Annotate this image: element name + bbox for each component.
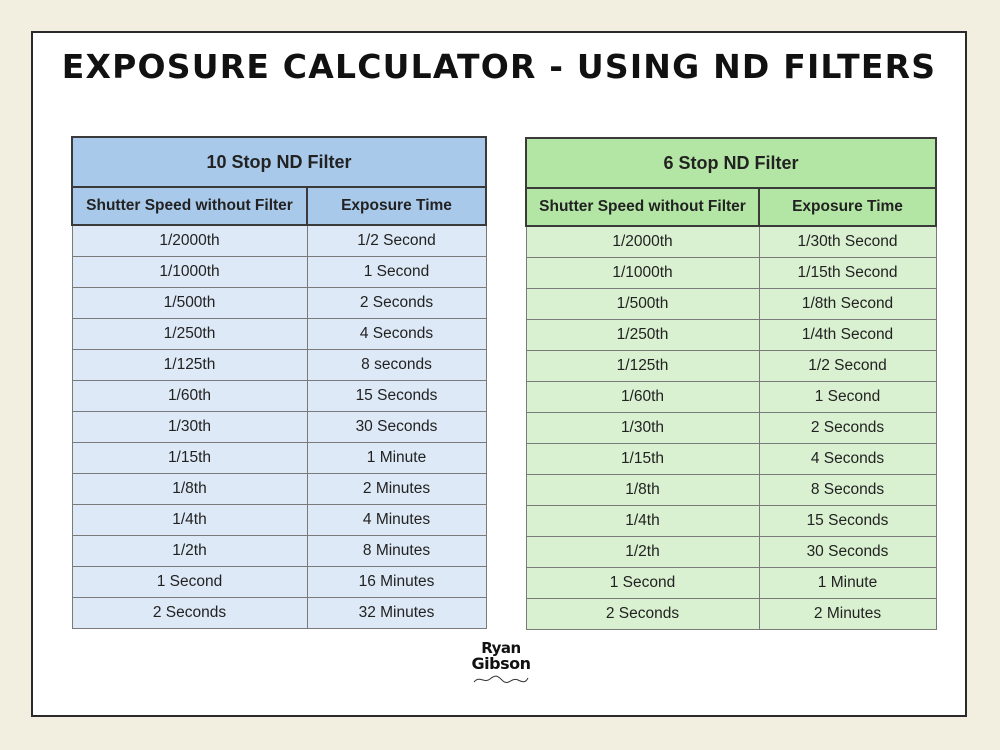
- table-row: [526, 506, 936, 537]
- logo-line-1: Ryan: [481, 639, 521, 657]
- exposure-time-cell: 4 Seconds: [759, 444, 936, 475]
- exposure-time-cell: 16 Minutes: [307, 567, 486, 598]
- exposure-time-cell: 8 Seconds: [759, 475, 936, 506]
- table-row: [72, 567, 486, 598]
- shutter-speed-cell: 1/2000th: [72, 225, 307, 257]
- table-row: [72, 536, 486, 567]
- table-row: [526, 382, 936, 413]
- table-10-stop: [71, 136, 487, 629]
- calculator-card: [31, 31, 967, 717]
- exposure-time-cell: 30 Seconds: [307, 412, 486, 443]
- logo-line-2: Gibson: [471, 654, 531, 673]
- table-row: [526, 289, 936, 320]
- shutter-speed-cell: 1/4th: [72, 505, 307, 536]
- table-row: [72, 412, 486, 443]
- shutter-speed-cell: 1/30th: [72, 412, 307, 443]
- table-row: [72, 257, 486, 288]
- shutter-speed-cell: 1/125th: [526, 351, 759, 382]
- shutter-speed-cell: 1/15th: [72, 443, 307, 474]
- exposure-time-cell: 1 Minute: [307, 443, 486, 474]
- shutter-speed-cell: 2 Seconds: [72, 598, 307, 629]
- table-row: [526, 413, 936, 444]
- shutter-speed-cell: 1/2th: [526, 537, 759, 568]
- shutter-speed-cell: 2 Seconds: [526, 599, 759, 630]
- exposure-time-cell: 1 Second: [307, 257, 486, 288]
- column-header-shutter-speed: Shutter Speed without Filter: [72, 187, 307, 225]
- brand-logo: [461, 641, 541, 687]
- page-title: EXPOSURE CALCULATOR - USING ND FILTERS: [61, 47, 937, 86]
- shutter-speed-cell: 1/30th: [526, 413, 759, 444]
- shutter-speed-cell: 1/2th: [72, 536, 307, 567]
- table-row: [526, 226, 936, 258]
- shutter-speed-cell: 1/8th: [72, 474, 307, 505]
- column-header-exposure-time: Exposure Time: [759, 188, 936, 226]
- column-header-shutter-speed: Shutter Speed without Filter: [526, 188, 759, 226]
- exposure-time-cell: 8 seconds: [307, 350, 486, 381]
- exposure-time-cell: 1/4th Second: [759, 320, 936, 351]
- table-row: [72, 381, 486, 412]
- exposure-time-cell: 15 Seconds: [307, 381, 486, 412]
- table-caption: 6 Stop ND Filter: [526, 138, 936, 188]
- table-row: [526, 444, 936, 475]
- shutter-speed-cell: 1/60th: [72, 381, 307, 412]
- table-row: [526, 258, 936, 289]
- shutter-speed-cell: 1/8th: [526, 475, 759, 506]
- shutter-speed-cell: 1/60th: [526, 382, 759, 413]
- shutter-speed-cell: 1/1000th: [72, 257, 307, 288]
- shutter-speed-cell: 1/1000th: [526, 258, 759, 289]
- exposure-time-cell: 1/8th Second: [759, 289, 936, 320]
- table-6-stop: [525, 137, 937, 630]
- table-row: [72, 598, 486, 629]
- shutter-speed-cell: 1/4th: [526, 506, 759, 537]
- table-row: [72, 288, 486, 319]
- exposure-time-cell: 1/2 Second: [759, 351, 936, 382]
- table-row: [526, 475, 936, 506]
- table-row: [72, 350, 486, 381]
- shutter-speed-cell: 1/250th: [72, 319, 307, 350]
- exposure-time-cell: 1/15th Second: [759, 258, 936, 289]
- shutter-speed-cell: 1/500th: [72, 288, 307, 319]
- table-row: [72, 505, 486, 536]
- table-row: [72, 443, 486, 474]
- exposure-time-cell: 30 Seconds: [759, 537, 936, 568]
- exposure-time-cell: 2 Seconds: [759, 413, 936, 444]
- exposure-time-cell: 1/30th Second: [759, 226, 936, 258]
- exposure-time-cell: 4 Seconds: [307, 319, 486, 350]
- shutter-speed-cell: 1/2000th: [526, 226, 759, 258]
- shutter-speed-cell: 1 Second: [72, 567, 307, 598]
- exposure-time-cell: 1 Second: [759, 382, 936, 413]
- table-row: [526, 537, 936, 568]
- table-row: [72, 319, 486, 350]
- exposure-time-cell: 4 Minutes: [307, 505, 486, 536]
- exposure-time-cell: 1 Minute: [759, 568, 936, 599]
- exposure-time-cell: 8 Minutes: [307, 536, 486, 567]
- shutter-speed-cell: 1/250th: [526, 320, 759, 351]
- table-row: [72, 474, 486, 505]
- exposure-time-cell: 32 Minutes: [307, 598, 486, 629]
- signature-logo-icon: [472, 673, 530, 685]
- exposure-time-cell: 2 Seconds: [307, 288, 486, 319]
- exposure-time-cell: 2 Minutes: [307, 474, 486, 505]
- shutter-speed-cell: 1 Second: [526, 568, 759, 599]
- exposure-time-cell: 1/2 Second: [307, 225, 486, 257]
- shutter-speed-cell: 1/500th: [526, 289, 759, 320]
- exposure-time-cell: 2 Minutes: [759, 599, 936, 630]
- exposure-time-cell: 15 Seconds: [759, 506, 936, 537]
- column-header-exposure-time: Exposure Time: [307, 187, 486, 225]
- shutter-speed-cell: 1/15th: [526, 444, 759, 475]
- table-row: [526, 320, 936, 351]
- shutter-speed-cell: 1/125th: [72, 350, 307, 381]
- table-row: [526, 599, 936, 630]
- table-caption: 10 Stop ND Filter: [72, 137, 486, 187]
- table-row: [526, 568, 936, 599]
- table-row: [72, 225, 486, 257]
- table-row: [526, 351, 936, 382]
